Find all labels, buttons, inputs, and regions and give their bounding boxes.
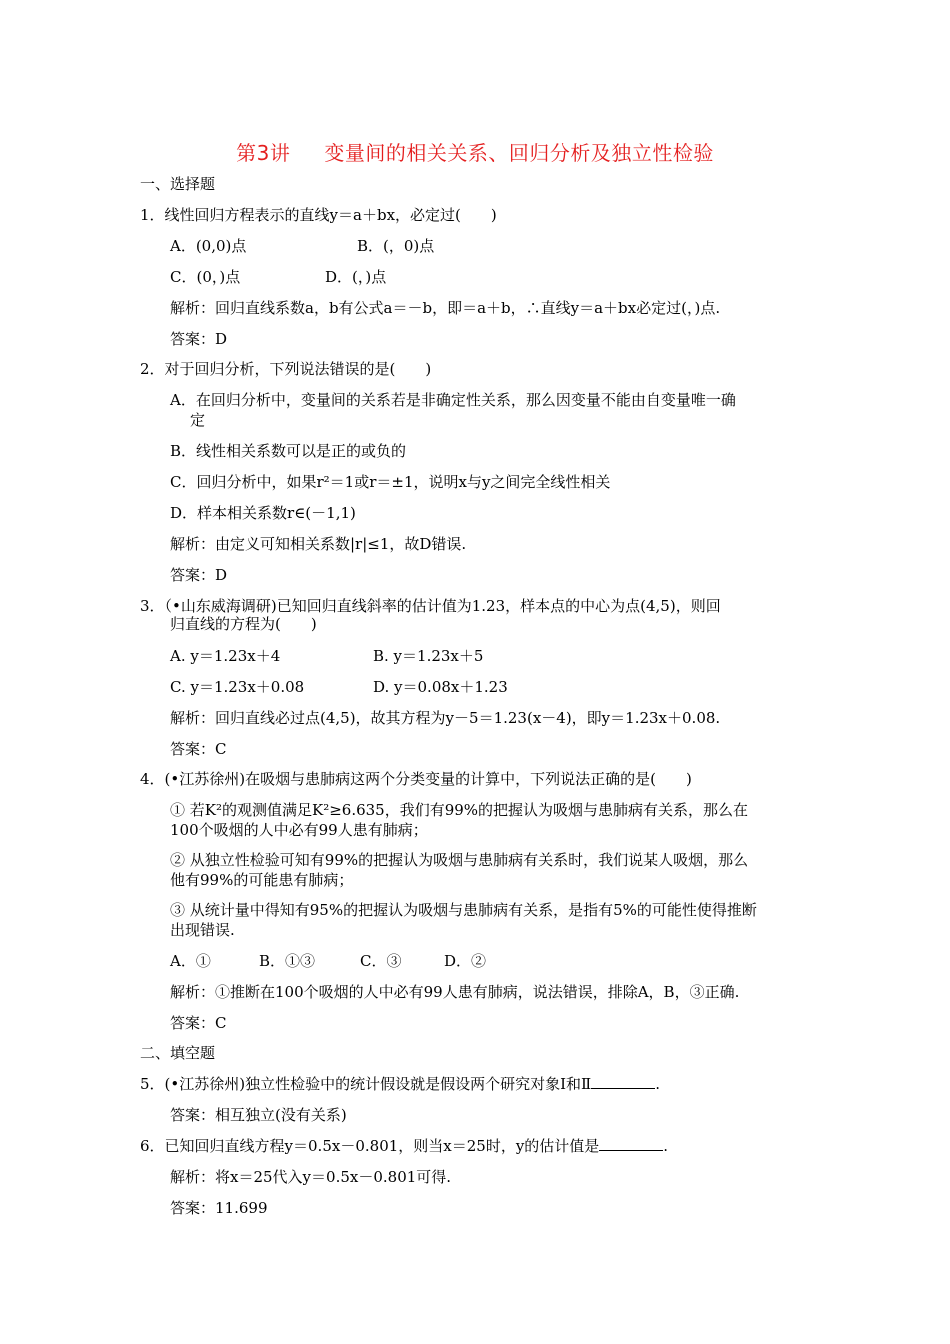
q6-answer: 答案：11.699: [170, 1199, 268, 1217]
q1-answer: 答案：D: [170, 330, 228, 348]
q4-statement1-line1: ① 若K²的观测值满足K²≥6.635，我们有99%的把握认为吸烟与患肺病有关系，那么在: [170, 801, 749, 819]
q2-answer: 答案：D: [170, 566, 228, 584]
q3-option-c: C. y＝1.23x＋0.08: [170, 678, 305, 696]
q2-analysis: 解析：由定义可知相关系数|r|≤1，故D错误.: [170, 535, 467, 553]
q1-option-d: D．(，)点: [325, 268, 387, 286]
q4-statement2-line1: ② 从独立性检验可知有99%的把握认为吸烟与患肺病有关系时，我们说某人吸烟，那么: [170, 851, 749, 869]
q4-stem: 4．(•江苏徐州)在吸烟与患肺病这两个分类变量的计算中，下列说法正确的是( ): [140, 770, 692, 788]
q5-stem-row: [140, 1074, 660, 1094]
q2-stem: 2．对于回归分析，下列说法错误的是( ): [140, 360, 432, 378]
q5-stem-tail: .: [655, 1075, 660, 1093]
q3-analysis: 解析：回归直线必过点(4,5)，故其方程为y－5＝1.23(x－4)，即y＝1.23x＋0.08.: [170, 709, 721, 727]
q1-option-a: A．(0,0)点: [170, 237, 247, 255]
q4-option-c: C．③: [360, 952, 402, 970]
q6-stem-row: [140, 1136, 668, 1156]
q4-option-b: B．①③: [259, 952, 316, 970]
q3-stem-line1: 3．（•山东威海调研)已知回归直线斜率的估计值为1.23，样本点的中心为点(4,5)，则回: [140, 597, 721, 615]
q5-stem: 5．(•江苏徐州)独立性检验中的统计假设就是假设两个研究对象Ⅰ和Ⅱ: [140, 1075, 592, 1093]
q4-statement3-line1: ③ 从统计量中得知有95%的把握认为吸烟与患肺病有关系，是指有5%的可能性使得推断: [170, 901, 757, 919]
q1-analysis: 解析：回归直线系数a，b有公式a＝－b，即＝a＋b，∴直线y＝a＋bx必定过(，)点.: [170, 299, 721, 317]
q4-statement1-line2: 100个吸烟的人中必有99人患有肺病；: [170, 821, 428, 839]
q6-stem: 6．已知回归直线方程y＝0.5x－0.801，则当x＝25时，y的估计值是: [140, 1137, 600, 1155]
q2-option-a-line2: 定: [190, 411, 206, 429]
q3-option-a: A. y＝1.23x＋4: [170, 647, 281, 665]
q4-statement3-line2: 出现错误.: [170, 921, 235, 939]
title-topic: 变量间的相关关系、回归分析及独立性检验: [324, 141, 714, 165]
q2-option-c: C．回归分析中，如果r²＝1或r＝±1，说明x与y之间完全线性相关: [170, 473, 611, 491]
q3-answer: 答案：C: [170, 740, 227, 758]
q3-stem-line2: 归直线的方程为( ): [170, 615, 317, 633]
q1-option-b: B．(，0)点: [357, 237, 435, 255]
q4-option-a: A．①: [170, 952, 211, 970]
q2-option-a-line1: A．在回归分析中，变量间的关系若是非确定性关系，那么因变量不能由自变量唯一确: [170, 391, 736, 409]
q1-option-c: C．(0，)点: [170, 268, 241, 286]
q4-answer: 答案：C: [170, 1014, 227, 1032]
q2-option-d: D．样本相关系数r∈(－1,1): [170, 504, 356, 522]
title-lecture-number: 第3讲: [236, 141, 291, 165]
q6-stem-tail: .: [663, 1137, 669, 1155]
q6-answer-blank: [599, 1136, 663, 1151]
page-title: [0, 137, 950, 166]
section-heading-fill: 二、填空题: [140, 1044, 216, 1062]
q5-answer-blank: [591, 1074, 655, 1089]
q4-statement2-line2: 他有99%的可能患有肺病；: [170, 871, 354, 889]
q3-option-d: D. y＝0.08x＋1.23: [373, 678, 508, 696]
q1-stem: 1．线性回归方程表示的直线y＝a＋bx，必定过( ): [140, 206, 497, 224]
q5-answer: 答案：相互独立(没有关系): [170, 1106, 347, 1124]
q6-analysis: 解析：将x＝25代入y＝0.5x－0.801可得.: [170, 1168, 452, 1186]
q3-option-b: B. y＝1.23x＋5: [373, 647, 484, 665]
q4-option-d: D．②: [444, 952, 487, 970]
section-heading-choice: 一、选择题: [140, 175, 216, 193]
q2-option-b: B．线性相关系数可以是正的或负的: [170, 442, 407, 460]
q4-analysis: 解析：①推断在100个吸烟的人中必有99人患有肺病，说法错误，排除A，B，③正确.: [170, 983, 740, 1001]
